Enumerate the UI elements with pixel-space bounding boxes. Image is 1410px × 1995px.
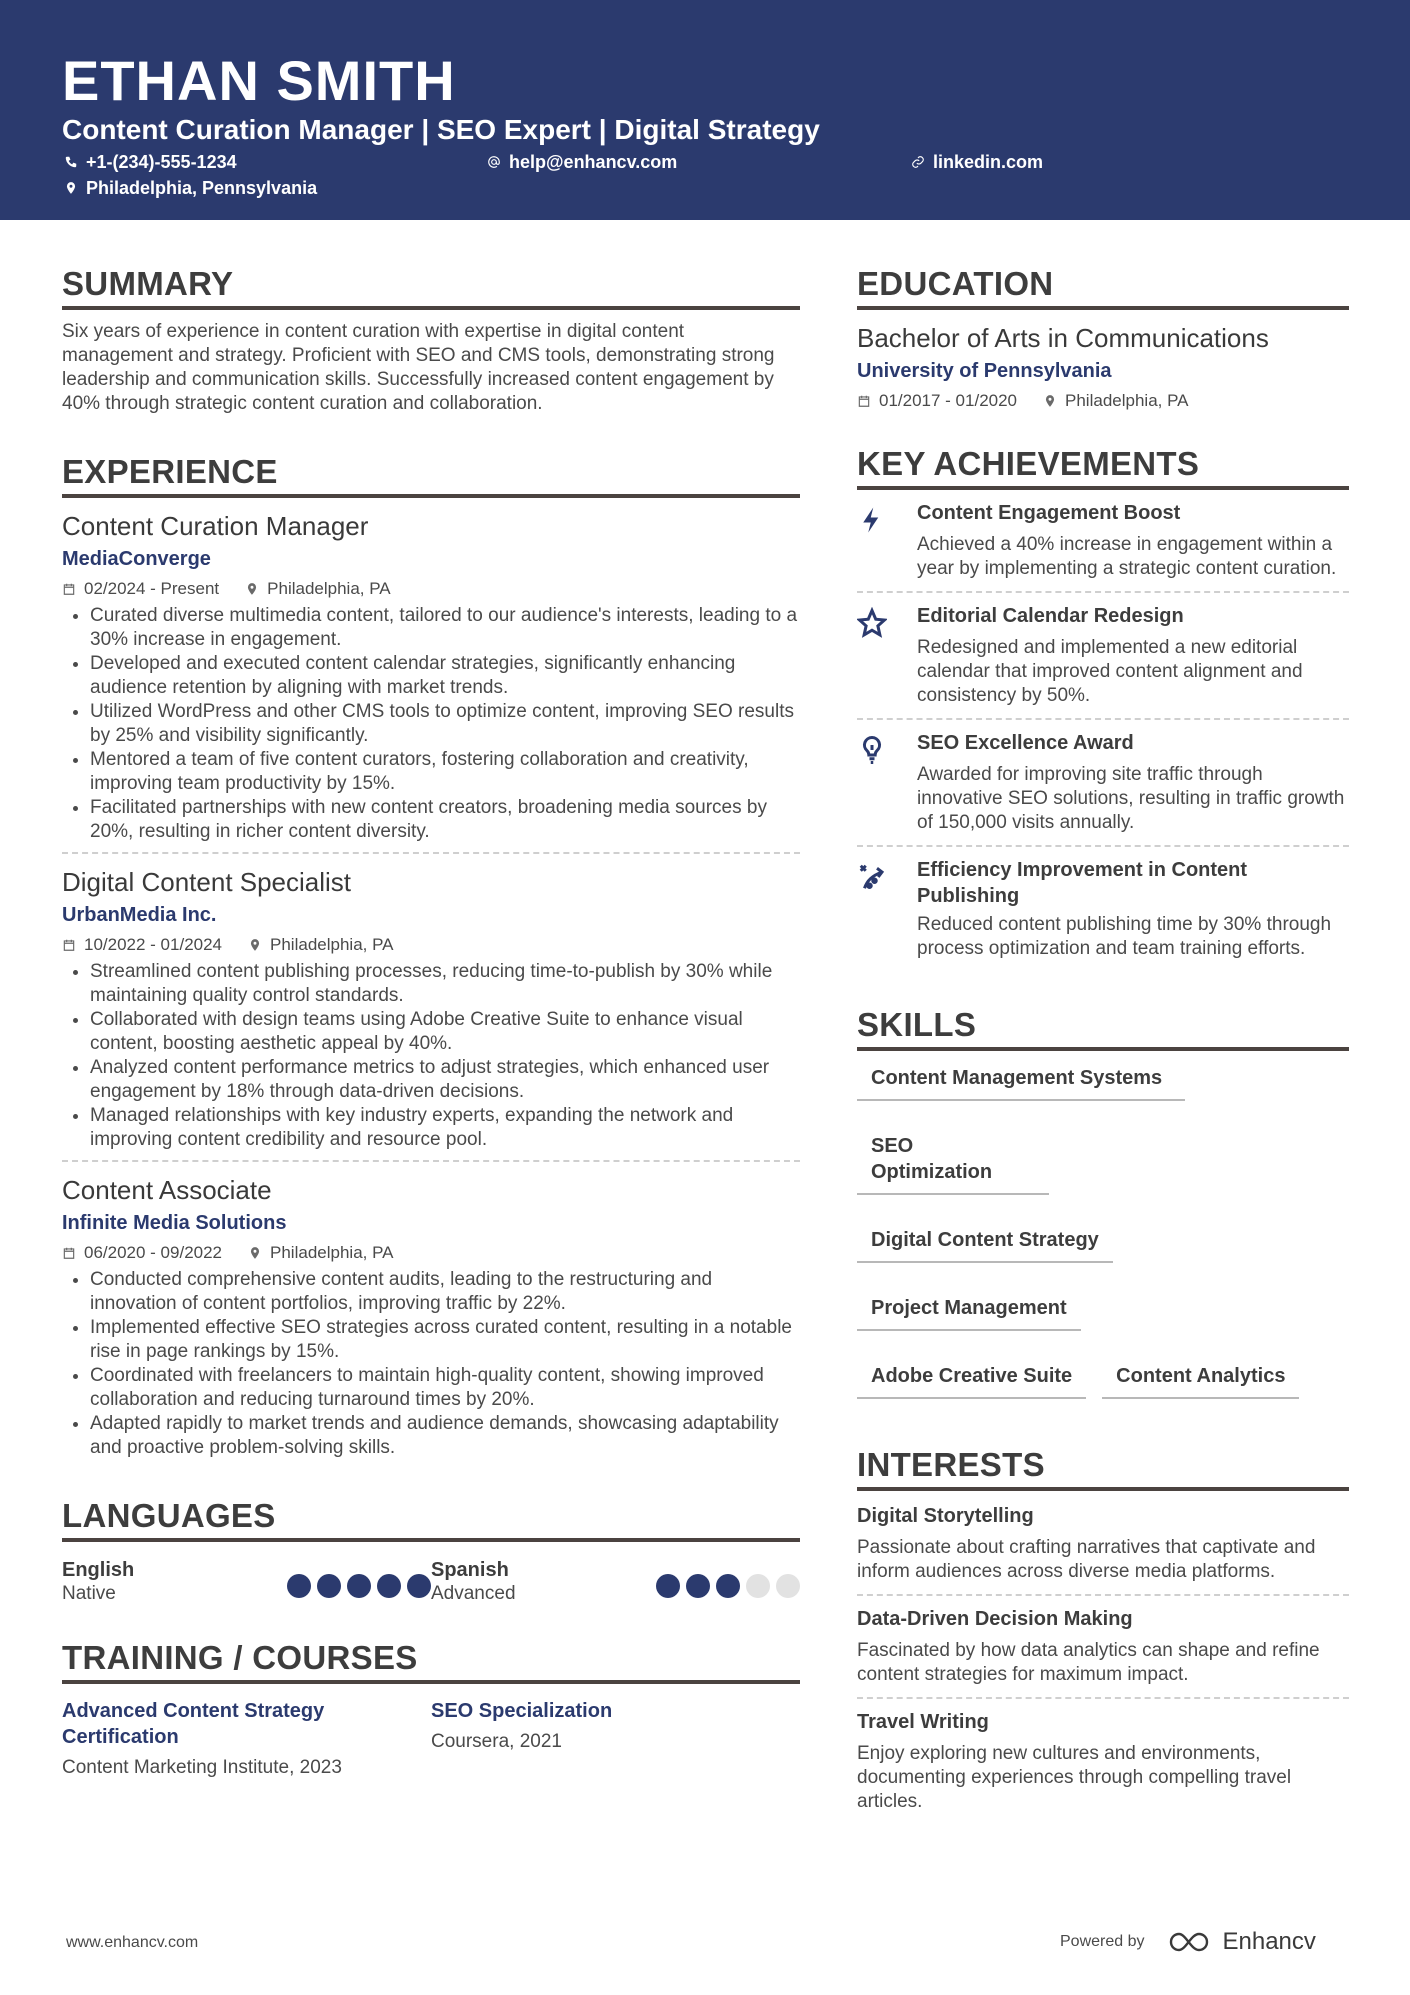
language-rating [656,1574,800,1606]
achievement-desc: Awarded for improving site traffic through innovative SEO solutions, resulting in traffic growth of 150,000 visits annually. [917,764,1345,833]
bullet-item: • Developed and executed content calendar strategies, significantly enhancing audience retention by aligning with market trends. [90,652,800,700]
star-icon [857,607,887,639]
rating-dot-filled [686,1574,710,1598]
skill-tag: SEO Optimization [857,1133,1049,1195]
skill-tag: Content Analytics [1102,1363,1299,1399]
job-meta [62,578,800,600]
course-name: SEO Specialization [431,1700,613,1722]
company-name: UrbanMedia Inc. [62,904,217,926]
calendar-icon [62,938,76,952]
job-bullets [62,604,800,844]
location-pin-icon [1043,394,1057,408]
experience-item [62,1174,800,1460]
achievement-title: Editorial Calendar Redesign [917,605,1184,627]
training-section [62,1636,800,1780]
achievement-desc: Reduced content publishing time by 30% through process optimization and team training efforts. [917,914,1332,959]
bullet-item: • Streamlined content publishing processes, reducing time-to-publish by 30% while maintaining quality control standards. [90,960,800,1008]
bullet-item: • Analyzed content performance metrics to adjust strategies, which enhanced user engagement by 18% through data-driven decisions. [90,1056,800,1104]
bullet-item: • Facilitated partnerships with new content creators, broadening media sources by 20%, resulting in richer content diversity. [90,796,800,844]
candidate-name: ETHAN SMITH [62,49,456,112]
rating-dot-empty [746,1574,770,1598]
interest-item [857,1699,1349,1824]
summary-text: Six years of experience in content curation with expertise in digital content management and strategy. Proficient with SEO and CMS tools, demonstrating strong leadership and communication skills. Successfully increased content engagement by 40% through strategic content curation and collaboration. [62,321,775,414]
degree-name: Bachelor of Arts in Communications [857,323,1269,353]
phone-text: +1-(234)-555-1234 [86,152,237,172]
calendar-icon [62,1246,76,1260]
course-item [62,1698,431,1780]
company-name: Infinite Media Solutions [62,1212,287,1234]
skills-section [857,1003,1349,1431]
linkedin-contact[interactable] [911,151,1043,173]
job-dates: 02/2024 - Present [84,579,220,598]
achievement-title: Efficiency Improvement in Content Publishing [917,859,1248,907]
course-provider: Coursera, 2021 [431,1731,562,1752]
calendar-icon [62,582,76,596]
job-location: Philadelphia, PA [267,579,391,598]
languages-section [62,1494,800,1606]
footer-branding [1060,1928,1316,1956]
education-section [857,262,1349,412]
education-meta [857,390,1349,412]
bullet-item: • Adapted rapidly to market trends and audience demands, showcasing adaptability and proactive problem-solving skills. [90,1412,800,1460]
interest-title: Travel Writing [857,1711,989,1733]
linkedin-text: linkedin.com [933,152,1044,172]
job-title: Digital Content Specialist [62,867,352,897]
course-item [431,1698,800,1780]
left-column [62,262,800,1780]
education-dates: 01/2017 - 01/2020 [879,391,1018,410]
achievements-heading: KEY ACHIEVEMENTS [857,442,1349,490]
company-name: MediaConverge [62,548,211,570]
achievement-item [857,593,1349,720]
experience-item [62,866,800,1162]
interests-section [857,1443,1349,1824]
at-icon [487,155,501,169]
achievement-desc: Redesigned and implemented a new editorial calendar that improved content alignment and consistency by 50%. [917,637,1303,706]
bullet-item: • Collaborated with design teams using Adobe Creative Suite to enhance visual content, boosting aesthetic appeal by 40%. [90,1008,800,1056]
education-heading: EDUCATION [857,262,1349,310]
interest-item [857,1596,1349,1699]
email-contact[interactable] [487,151,677,173]
brand-name: Enhancv [1222,1928,1316,1955]
link-icon [911,155,925,169]
job-location: Philadelphia, PA [270,1243,394,1262]
language-item [431,1558,800,1606]
job-title: Content Curation Manager [62,511,369,541]
interest-desc: Fascinated by how data analytics can shape and refine content strategies for maximum impact. [857,1640,1320,1685]
training-heading: TRAINING / COURSES [62,1636,800,1684]
language-level: Native [62,1583,116,1604]
lightning-icon [857,504,887,536]
interest-desc: Passionate about crafting narratives that captivate and inform audiences across diverse media platforms. [857,1537,1316,1582]
interest-desc: Enjoy exploring new cultures and environments, documenting experiences through compelling travel articles. [857,1743,1292,1812]
candidate-title: Content Curation Manager | SEO Expert | Digital Strategy [62,114,820,145]
language-name: Spanish [431,1559,509,1581]
job-dates: 06/2020 - 09/2022 [84,1243,223,1262]
skill-tag: Content Management Systems [857,1065,1185,1101]
language-name: English [62,1559,135,1581]
lightbulb-icon [857,734,887,766]
achievement-item [857,847,1349,971]
bullet-item: • Curated diverse multimedia content, tailored to our audience's interests, leading to a 30% increase in engagement. [90,604,800,652]
achievement-item [857,490,1349,593]
course-name: Advanced Content Strategy Certification [62,1700,325,1748]
achievement-title: Content Engagement Boost [917,502,1181,524]
interest-title: Digital Storytelling [857,1505,1034,1527]
bullet-item: • Coordinated with freelancers to maintain high-quality content, showing improved collaboration and reducing turnaround times by 20%. [90,1364,800,1412]
language-item [62,1558,431,1606]
interests-heading: INTERESTS [857,1443,1349,1491]
location-pin-icon [248,1246,262,1260]
achievement-title: SEO Excellence Award [917,732,1134,754]
school-name: University of Pennsylvania [857,360,1112,382]
skills-heading: SKILLS [857,1003,1349,1051]
right-column [857,262,1349,1824]
powered-by-text: Powered by [1060,1933,1145,1950]
rating-dot-filled [347,1574,371,1598]
calendar-icon [857,394,871,408]
course-provider: Content Marketing Institute, 2023 [62,1757,342,1778]
rating-dot-filled [656,1574,680,1598]
language-rating [287,1574,431,1606]
job-bullets [62,960,800,1152]
resume-header [0,0,1410,220]
job-meta [62,934,800,956]
rating-dot-filled [716,1574,740,1598]
enhancv-logo[interactable] [1167,1928,1316,1956]
achievement-item [857,720,1349,847]
bullet-item: • Managed relationships with key industry experts, expanding the network and improving content credibility and resource pool. [90,1104,800,1152]
bullet-item: • Conducted comprehensive content audits, leading to the restructuring and innovation of content portfolios, improving traffic by 22%. [90,1268,800,1316]
education-location: Philadelphia, PA [1065,391,1189,410]
location-text: Philadelphia, Pennsylvania [86,178,318,198]
job-dates: 10/2022 - 01/2024 [84,935,223,954]
location-contact [64,177,317,199]
skill-tag: Adobe Creative Suite [857,1363,1086,1399]
location-pin-icon [64,181,78,195]
job-title: Content Associate [62,1175,272,1205]
phone-contact[interactable] [64,151,237,173]
experience-heading: EXPERIENCE [62,450,800,498]
bullet-item: • Mentored a team of five content curators, fostering collaboration and creativity, improving team productivity by 15%. [90,748,800,796]
rating-dot-empty [776,1574,800,1598]
location-pin-icon [245,582,259,596]
job-bullets [62,1268,800,1460]
strategy-icon [857,861,887,893]
experience-section [62,450,800,1460]
rating-dot-filled [317,1574,341,1598]
job-location: Philadelphia, PA [270,935,394,954]
rating-dot-filled [287,1574,311,1598]
summary-heading: SUMMARY [62,262,800,310]
interest-item [857,1491,1349,1596]
language-level: Advanced [431,1583,516,1604]
email-text: help@enhancv.com [509,152,678,172]
footer-website[interactable]: www.enhancv.com [66,1934,199,1951]
location-pin-icon [248,938,262,952]
languages-heading: LANGUAGES [62,1494,800,1542]
skills-list [857,1065,1349,1431]
skill-tag: Project Management [857,1295,1081,1331]
rating-dot-filled [377,1574,401,1598]
summary-section [62,262,800,416]
achievements-section [857,442,1349,971]
skill-tag: Digital Content Strategy [857,1227,1113,1263]
phone-icon [64,155,78,169]
bullet-item: • Implemented effective SEO strategies across curated content, resulting in a notable rise in page rankings by 15%. [90,1316,800,1364]
achievement-desc: Achieved a 40% increase in engagement within a year by implementing a strategic content curation. [917,534,1337,579]
interest-title: Data-Driven Decision Making [857,1608,1133,1630]
rating-dot-filled [407,1574,431,1598]
experience-item [62,510,800,854]
infinity-logo-icon [1167,1929,1213,1955]
bullet-item: • Utilized WordPress and other CMS tools to optimize content, improving SEO results by 25% and visibility significantly. [90,700,800,748]
job-meta [62,1242,800,1264]
